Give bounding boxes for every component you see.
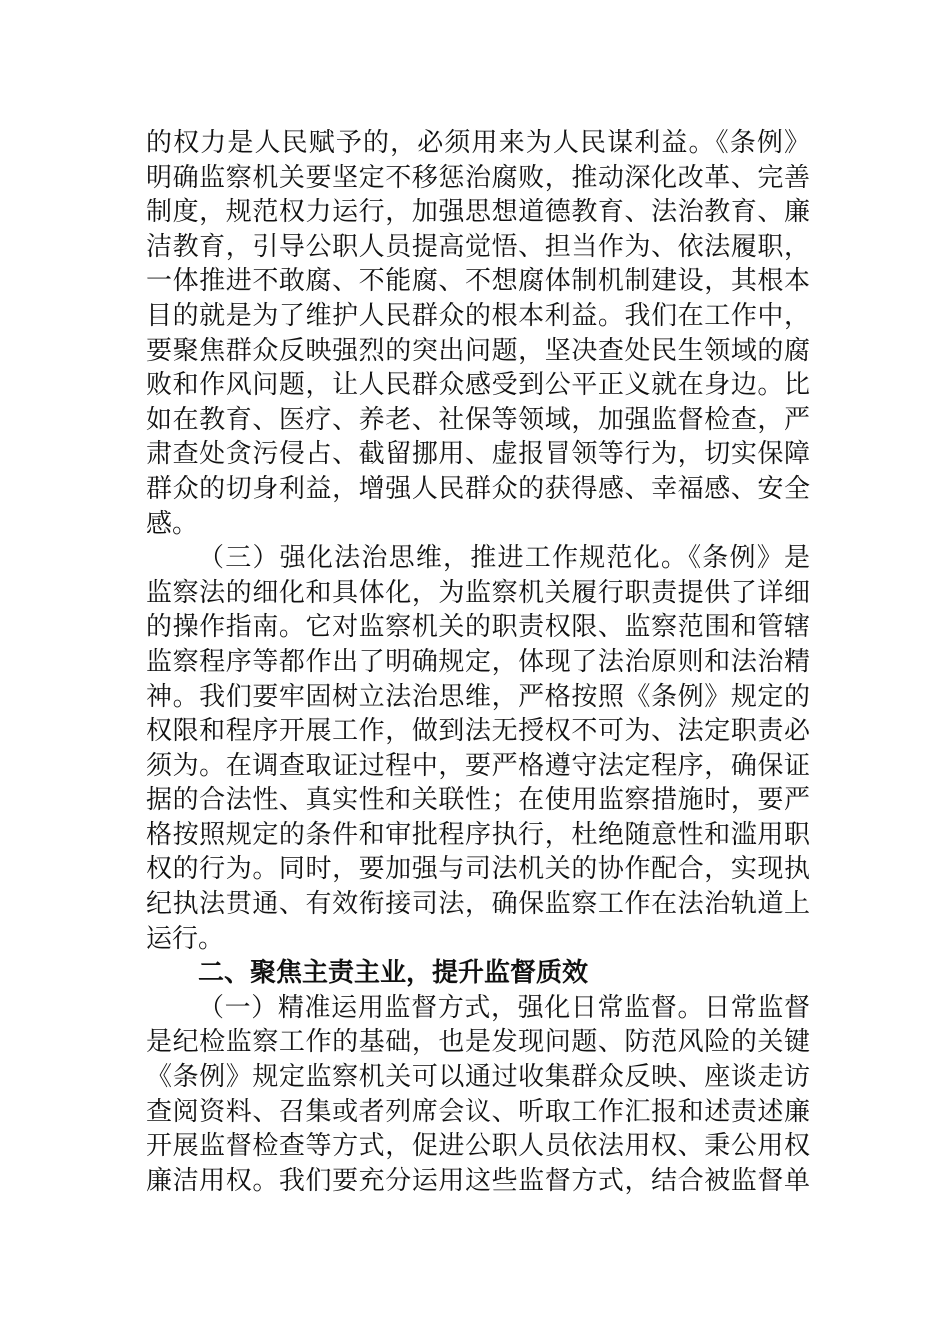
text-line: 败和作风问题，让人民群众感受到公平正义就在身边。比 (146, 370, 810, 401)
text-line: 纪执法贯通、有效衔接司法，确保监察工作在法治轨道上 (146, 889, 810, 920)
text-line: 开展监督检查等方式，促进公职人员依法用权、秉公用权 (146, 1131, 810, 1162)
text-line: 权限和程序开展工作，做到法无授权不可为、法定职责必 (146, 716, 810, 747)
document-body (146, 126, 810, 1198)
text-line: 的权力是人民赋予的，必须用来为人民谋利益。《条例》 (146, 128, 810, 158)
text-line: 洁教育，引导公职人员提高觉悟、担当作为、依法履职， (146, 231, 810, 262)
text-line: 是纪检监察工作的基础，也是发现问题、防范风险的关键 (146, 1027, 810, 1058)
text-line: 须为。在调查取证过程中，要严格遵守法定程序，确保证 (146, 750, 810, 781)
paragraph (146, 126, 810, 541)
text-line: 感。 (146, 508, 199, 539)
text-line: 《条例》规定监察机关可以通过收集群众反映、座谈走访 (146, 1062, 810, 1093)
paragraph (146, 991, 810, 1199)
text-line: 监察法的细化和具体化，为监察机关履行职责提供了详细 (146, 577, 810, 608)
text-line: 查阅资料、召集或者列席会议、听取工作汇报和述责述廉 (146, 1096, 810, 1127)
text-line: 运行。 (146, 923, 225, 954)
text-line: （一）精准运用监督方式，强化日常监督。日常监督 (198, 992, 810, 1023)
text-line: 如在教育、医疗、养老、社保等领域，加强监督检查，严 (146, 404, 810, 435)
text-line: 群众的切身利益，增强人民群众的获得感、幸福感、安全 (146, 473, 810, 504)
text-line: 目的就是为了维护人民群众的根本利益。我们在工作中， (146, 300, 810, 331)
text-line: 明确监察机关要坚定不移惩治腐败，推动深化改革、完善 (146, 162, 810, 193)
text-line: 据的合法性、真实性和关联性；在使用监察措施时，要严 (146, 785, 810, 816)
text-line: 制度，规范权力运行，加强思想道德教育、法治教育、廉 (146, 197, 810, 228)
text-line: 权的行为。同时，要加强与司法机关的协作配合，实现执 (146, 854, 810, 885)
text-line: 格按照规定的条件和审批程序执行，杜绝随意性和滥用职 (146, 819, 810, 850)
text-line: 监察程序等都作出了明确规定，体现了法治原则和法治精 (146, 646, 810, 677)
text-line: 肃查处贪污侵占、截留挪用、虚报冒领等行为，切实保障 (146, 439, 810, 470)
text-line: 廉洁用权。我们要充分运用这些监督方式，结合被监督单 (146, 1165, 810, 1196)
text-line: 的操作指南。它对监察机关的职责权限、监察范围和管辖 (146, 612, 810, 643)
text-line: 神。我们要牢固树立法治思维，严格按照《条例》规定的 (146, 681, 810, 712)
text-line: 一体推进不敢腐、不能腐、不想腐体制机制建设，其根本 (146, 266, 810, 297)
text-line: 要聚焦群众反映强烈的突出问题，坚决查处民生领域的腐 (146, 335, 810, 366)
heading-text: 二、聚焦主责主业，提升监督质效 (198, 958, 589, 989)
paragraph (146, 541, 810, 956)
text-line: （三）强化法治思维，推进工作规范化。《条例》是 (198, 543, 810, 574)
section-heading (146, 956, 810, 991)
